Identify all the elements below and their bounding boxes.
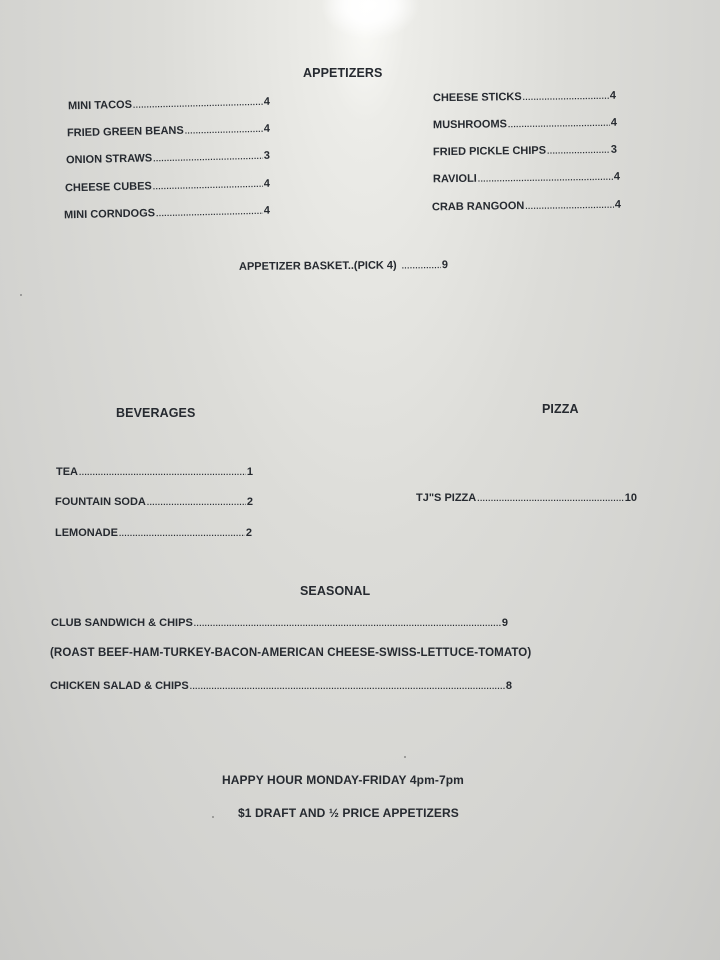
item-name: FOUNTAIN SODA [55, 496, 146, 508]
dot-leader [156, 207, 263, 218]
item-name: FRIED GREEN BEANS [66, 124, 184, 140]
dot-leader [133, 98, 263, 110]
menu-item [433, 117, 617, 132]
item-price: 4 [263, 95, 271, 108]
item-name: MUSHROOMS [432, 118, 508, 132]
menu-item [50, 680, 512, 692]
menu-item [64, 205, 270, 222]
dot-leader [547, 146, 610, 156]
menu-item [433, 90, 616, 105]
pizza-heading: PIZZA [542, 402, 579, 416]
item-name: RAVIOLI [432, 172, 477, 186]
menu-item [432, 199, 621, 214]
item-price: 4 [263, 204, 271, 217]
item-name: CHEESE STICKS [432, 91, 522, 105]
item-name: TEA [56, 466, 78, 478]
happy-hour-specials: $1 DRAFT AND ½ PRICE APPETIZERS [238, 806, 459, 820]
menu-item [56, 466, 253, 478]
item-price: 1 [246, 466, 253, 478]
item-price: 4 [609, 89, 617, 102]
seasonal-heading: SEASONAL [300, 584, 371, 598]
dot-leader [477, 494, 624, 503]
menu-item [51, 617, 508, 629]
item-name: APPETIZER BASKET..(PICK 4) [238, 259, 397, 273]
menu-item [55, 527, 252, 539]
item-name: LEMONADE [55, 527, 118, 539]
menu-item [416, 492, 637, 504]
item-price: 4 [613, 170, 621, 183]
dot-leader [194, 619, 501, 628]
item-price: 10 [624, 492, 637, 504]
light-glare [320, 0, 420, 40]
item-name: MINI TACOS [67, 98, 133, 113]
dot-leader [190, 682, 505, 691]
menu-item [433, 144, 617, 159]
item-price: 3 [263, 149, 271, 162]
dot-leader [525, 201, 614, 211]
item-name: MINI CORNDOGS [63, 207, 156, 222]
club-sandwich-note: (ROAST BEEF-HAM-TURKEY-BACON-AMERICAN CHEESE-SWISS-LETTUCE-TOMATO) [50, 647, 532, 659]
item-name: ONION STRAWS [65, 152, 153, 167]
dot-leader [153, 180, 263, 191]
paper-speck [404, 756, 406, 758]
dot-leader [478, 173, 613, 184]
happy-hour-line: HAPPY HOUR MONDAY-FRIDAY 4pm-7pm [222, 773, 464, 787]
menu-item [239, 259, 448, 273]
item-price: 9 [441, 259, 449, 272]
item-name: CHEESE CUBES [64, 180, 152, 195]
item-name: CHICKEN SALAD & CHIPS [50, 680, 189, 692]
item-price: 4 [614, 198, 622, 211]
dot-leader [147, 498, 246, 507]
appetizers-heading: APPETIZERS [303, 66, 383, 80]
menu-item [66, 150, 270, 167]
dot-leader [402, 261, 441, 270]
menu-item [65, 178, 270, 195]
item-price: 3 [610, 143, 618, 156]
item-name: CLUB SANDWICH & CHIPS [51, 617, 193, 629]
item-price: 4 [610, 116, 618, 129]
menu-item [55, 496, 253, 508]
dot-leader [523, 92, 609, 102]
dot-leader [153, 152, 263, 163]
paper-speck [20, 294, 22, 296]
item-price: 9 [501, 617, 508, 629]
paper-speck [212, 816, 214, 818]
menu-item [68, 96, 270, 113]
beverages-heading: BEVERAGES [116, 406, 196, 420]
dot-leader [185, 125, 263, 136]
dot-leader [119, 529, 245, 538]
item-name: FRIED PICKLE CHIPS [432, 144, 547, 159]
item-price: 4 [263, 177, 271, 190]
menu-item [67, 123, 270, 140]
dot-leader [79, 468, 246, 477]
dot-leader [508, 119, 610, 129]
item-price: 8 [505, 680, 512, 692]
menu-item [433, 171, 620, 186]
item-price: 2 [246, 496, 253, 508]
item-price: 2 [245, 527, 252, 539]
item-name: CRAB RANGOON [431, 200, 525, 214]
item-name: TJ"S PIZZA [416, 492, 477, 504]
item-price: 4 [263, 122, 271, 135]
